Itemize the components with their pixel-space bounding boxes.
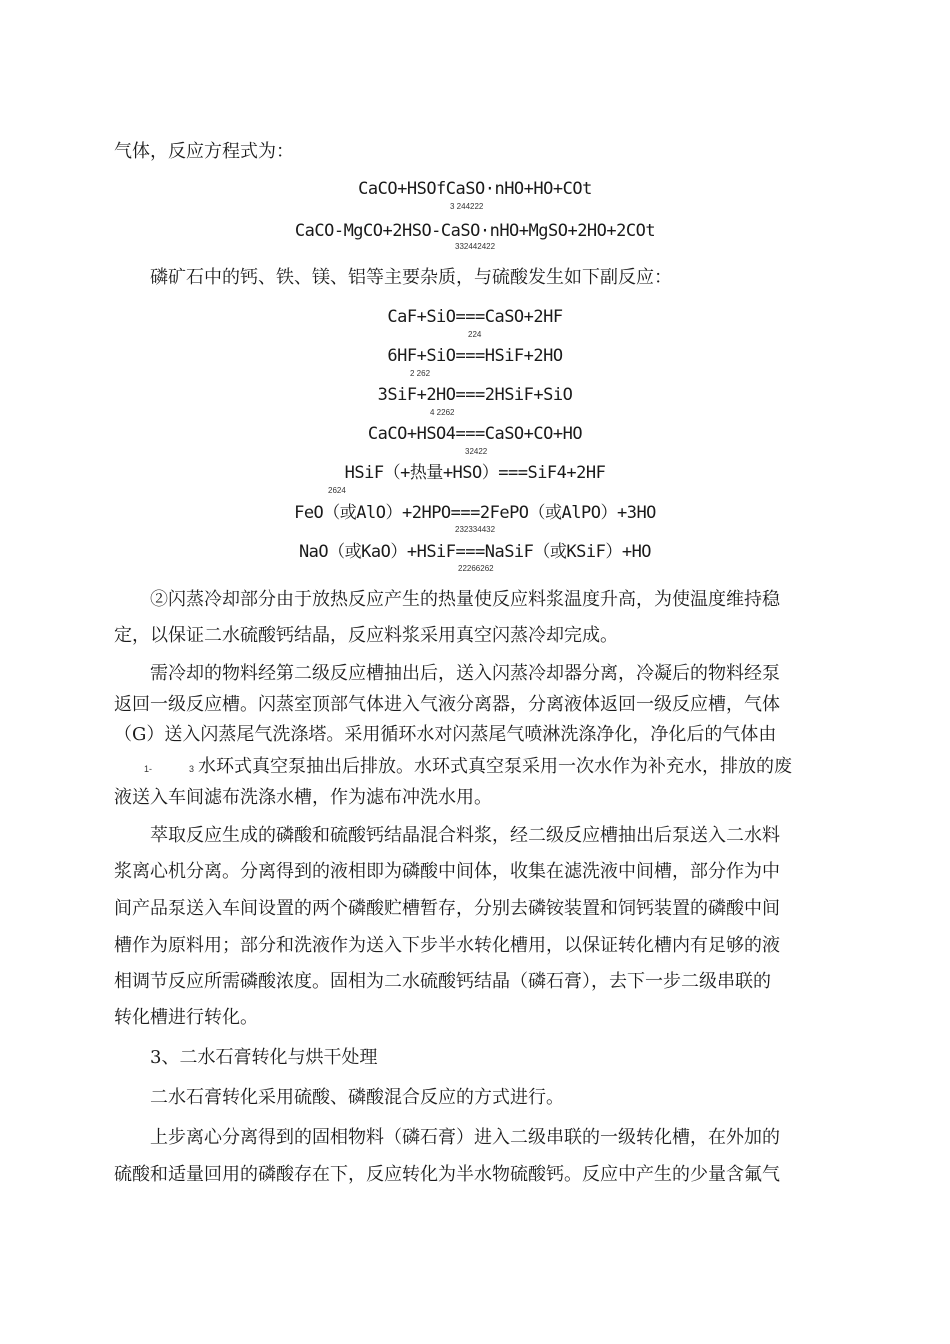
paragraph-extract-line-1: 萃取反应生成的磷酸和硫酸钙结晶混合料浆，经二级反应槽抽出后泵送入二水料 — [150, 825, 780, 846]
equation-2: CaCO-MgCO+2HSO-CaSO·nHO+MgSO+2HO+2COt — [294, 221, 656, 241]
paragraph-cool-line-4: 水环式真空泵抽出后排放。水环式真空泵采用一次水作为补充水，排放的废 — [198, 756, 792, 777]
paragraph-extract-line-3: 间产品泵送入车间设置的两个磷酸贮槽暂存，分别去磷铵装置和饲钙装置的磷酸中间 — [114, 898, 780, 919]
paragraph-cool-line-3: （G）送入闪蒸尾气洗涤塔。采用循环水对闪蒸尾气喷淋洗涤净化，净化后的气体由 — [114, 724, 777, 745]
side-equation-3: 3SiF+2HO===2HSiF+SiO — [377, 385, 573, 405]
side-equation-2: 6HF+SiO===HSiF+2HO — [387, 346, 563, 366]
paragraph-flash-line-2: 定，以保证二水硫酸钙结晶，反应料浆采用真空闪蒸冷却完成。 — [114, 625, 618, 646]
paragraph-extract-line-2: 浆离心机分离。分离得到的液相即为磷酸中间体，收集在滤洗液中间槽，部分作为中 — [114, 861, 780, 882]
intro-text: 气体，反应方程式为： — [114, 141, 294, 162]
side-reaction-intro: 磷矿石中的钙、铁、镁、铝等主要杂质，与硫酸发生如下副反应： — [150, 267, 672, 288]
paragraph-cool-line-5: 液送入车间滤布洗涤水槽，作为滤布冲洗水用。 — [114, 787, 492, 808]
equation-1-subscript: 3 244222 — [450, 202, 484, 211]
paragraph-extract-line-4: 槽作为原料用；部分和洗液作为送入下步半水转化槽用，以保证转化槽内有足够的液 — [114, 935, 780, 956]
side-equation-1-subscript: 224 — [468, 330, 482, 339]
side-equation-6-subscript: 232334432 — [455, 525, 496, 534]
paragraph-extract-line-5: 相调节反应所需磷酸浓度。固相为二水硫酸钙结晶（磷石膏），去下一步二级串联的 — [114, 971, 771, 992]
stray-mark-left: 1- — [144, 764, 153, 774]
paragraph-last-line-2: 硫酸和适量回用的磷酸存在下，反应转化为半水物硫酸钙。反应中产生的少量含氟气 — [114, 1164, 780, 1185]
paragraph-cool-line-1: 需冷却的物料经第二级反应槽抽出后，送入闪蒸冷却器分离，冷凝后的物料经泵 — [150, 663, 780, 684]
stray-mark-right: 3 — [189, 764, 195, 774]
side-equation-4: CaCO+HSO4===CaSO+CO+HO — [367, 424, 583, 444]
side-equation-1: CaF+SiO===CaSO+2HF — [387, 307, 563, 327]
paragraph-flash-line-1: ②闪蒸冷却部分由于放热反应产生的热量使反应料浆温度升高，为使温度维持稳 — [150, 589, 780, 610]
side-equation-5: HSiF（+热量+HSO）===SiF4+2HF — [344, 463, 606, 483]
paragraph-gypsum: 二水石膏转化采用硫酸、磷酸混合反应的方式进行。 — [150, 1087, 564, 1108]
side-equation-7: NaO（或KaO）+HSiF===NaSiF（或KSiF）+HO — [298, 542, 652, 562]
paragraph-extract-line-6: 转化槽进行转化。 — [114, 1007, 258, 1028]
equation-2-subscript: 332442422 — [455, 242, 496, 251]
section-title: 3、二水石膏转化与烘干处理 — [150, 1047, 378, 1068]
paragraph-last-line-1: 上步离心分离得到的固相物料（磷石膏）进入二级串联的一级转化槽，在外加的 — [150, 1127, 780, 1148]
side-equation-5-subscript: 2624 — [328, 486, 346, 495]
side-equation-2-subscript: 2 262 — [410, 369, 431, 378]
paragraph-cool-line-2: 返回一级反应槽。闪蒸室顶部气体进入气液分离器，分离液体返回一级反应槽，气体 — [114, 694, 780, 715]
side-equation-6: FeO（或AlO）+2HPO===2FePO（或AlPO）+3HO — [294, 503, 656, 523]
equation-1: CaCO+HSOfCaSO·nHO+HO+COt — [358, 179, 592, 199]
side-equation-3-subscript: 4 2262 — [430, 408, 455, 417]
side-equation-4-subscript: 32422 — [465, 447, 488, 456]
side-equation-7-subscript: 22266262 — [458, 564, 494, 573]
